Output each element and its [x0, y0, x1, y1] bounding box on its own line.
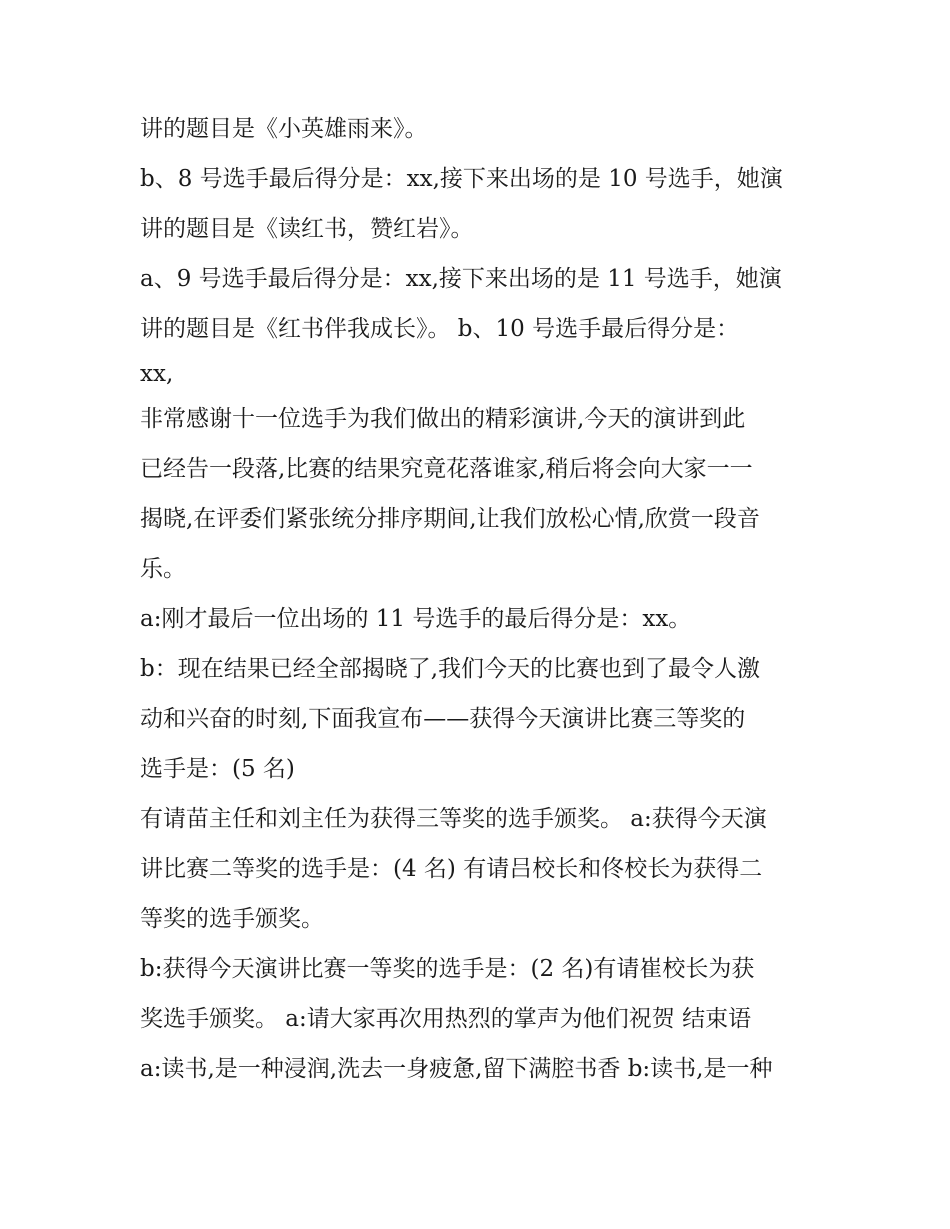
text-line: xx, — [140, 361, 174, 387]
text-line: 非常感谢十一位选手为我们做出的精彩演讲,今天的演讲到此 — [140, 406, 746, 432]
document-body — [140, 104, 820, 1094]
text-line: 讲的题目是《小英雄雨来》。 — [140, 116, 428, 142]
text-line: 选手是：(5 名) — [140, 756, 295, 782]
text-line: a:读书,是一种浸润,洗去一身疲惫,留下满腔书香 b:读书,是一种 — [140, 1056, 773, 1082]
text-line: 已经告一段落,比赛的结果究竟花落谁家,稍后将会向大家一一 — [140, 456, 753, 482]
text-line: b：现在结果已经全部揭晓了,我们今天的比赛也到了最令人激 — [140, 656, 761, 682]
text-line: b:获得今天演讲比赛一等奖的选手是：(2 名)有请崔校长为获 — [140, 956, 755, 982]
text-line: 乐。 — [140, 556, 186, 582]
text-line: 讲比赛二等奖的选手是：(4 名) 有请吕校长和佟校长为获得二 — [140, 856, 763, 882]
text-line: 等奖的选手颁奖。 — [140, 906, 324, 932]
text-line: 有请苗主任和刘主任为获得三等奖的选手颁奖。 a:获得今天演 — [140, 806, 767, 832]
text-line: b、8 号选手最后得分是：xx,接下来出场的是 10 号选手，她演 — [140, 166, 783, 192]
text-line: 讲的题目是《读红书，赞红岩》。 — [140, 216, 474, 242]
text-line: a、9 号选手最后得分是：xx,接下来出场的是 11 号选手，她演 — [140, 266, 782, 292]
text-line: 揭晓,在评委们紧张统分排序期间,让我们放松心情,欣赏一段音 — [140, 506, 760, 532]
text-line: 动和兴奋的时刻,下面我宣布——获得今天演讲比赛三等奖的 — [140, 706, 746, 732]
text-line: 奖选手颁奖。 a:请大家再次用热烈的掌声为他们祝贺 结束语 — [140, 1006, 752, 1032]
text-line: a:刚才最后一位出场的 11 号选手的最后得分是：xx。 — [140, 606, 692, 632]
text-line: 讲的题目是《红书伴我成长》。 b、10 号选手最后得分是： — [140, 316, 740, 342]
